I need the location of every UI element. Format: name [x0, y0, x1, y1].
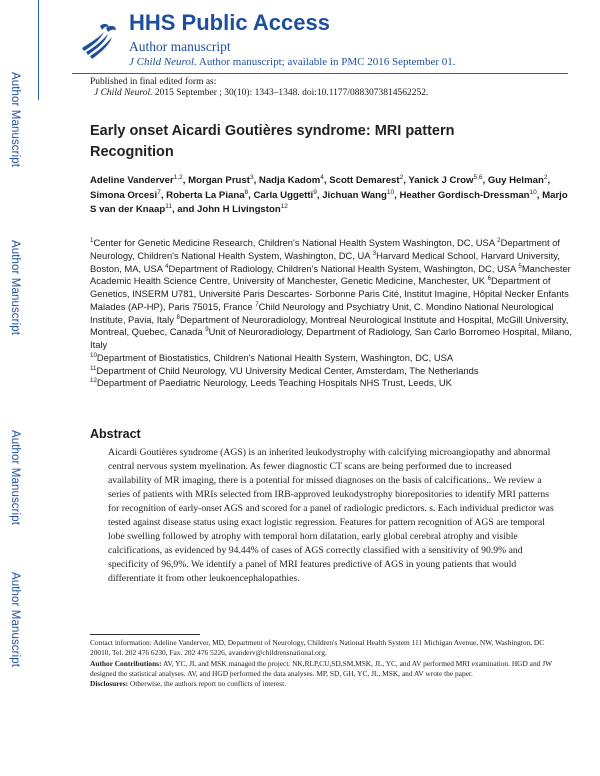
author-affiliation-marker: 11 — [165, 202, 172, 210]
author-name: Simona Orcesi — [90, 189, 158, 201]
disclosures-label: Disclosures: — [90, 679, 129, 689]
abstract-text: Aicardi Goutières syndrome (AGS) is an inherited leukodystrophy with calcifying microangiopathy and abnormal central nervous system myelination. As fewer diagnostic CT scans are being performed due to increased availability of MR imaging, there is a potential for missed diagnoses on the basis of calcifications.. We review a series of patients with MRIs selected from IRB-approved leukodystrophy biorepositories to identify MRI patterns for recognition of early-onset AGS and scored for a panel of radiologic predictors. s. Each individual predictor was tested against disease status using exact logistic regression. Features for pattern recognition of AGS are temporal lobe swelling followed by atrophy with temporal horn dilatation, early global cerebral atrophy and visible calcifications, as evidenced by 94.44% of cases of AGS correctly classified with a sensitivity of 90.9% and specificity of 96,9%. We identify a panel of MRI features predictive of AGS in young patients that would differentiate it from other leukoencephalopathies. — [108, 447, 554, 584]
contact-information: Contact information: Adeline Vanderver, MD, Department of Neurology, Children's National Health System 111 Michigan Avenue, NW, Washington, DC 20010, Tel. 202 476 6230, Fax. 202 476 5226, avanderv@childrensnational.org. — [90, 638, 545, 658]
abstract-heading: Abstract — [90, 427, 141, 441]
author-affiliation-marker: 3 — [249, 173, 254, 181]
author-affiliation-marker: 8 — [244, 188, 249, 196]
author-name: Yanick J Crow — [408, 175, 474, 186]
author-name: Guy Helman — [487, 175, 544, 186]
author-affiliation-marker: 2 — [399, 173, 404, 181]
author-affiliation-marker: 10 — [386, 188, 395, 196]
author-affiliation-marker: 4 — [320, 173, 324, 181]
contributions-text: AV, YC, JL and MSK managed the project. NK,RLP,CU,SD,SM,MSK, JL, YC, and AV performed MRI examination. HGD and JW designed the statistical analyses. AV, and HGD performed the data analyses. MP, SD, GH, YC, JL, MSK, and AV wrote the paper. — [90, 658, 552, 678]
journal-availability — [129, 56, 456, 68]
author-affiliation-marker: 7 — [157, 188, 161, 196]
author-manuscript-side-label: Author Manuscript — [9, 72, 21, 168]
affiliation-text: Center for Genetic Medicine Research, Children's National Health System Washington, DC, USA — [93, 237, 495, 248]
citation — [94, 88, 428, 98]
author-name: Carla Uggetti — [253, 189, 314, 201]
author-affiliation-marker: 10 — [529, 188, 537, 196]
author-name: John H Livingston — [197, 204, 281, 215]
affiliation-marker: 5 — [518, 262, 522, 270]
author-name: Jichuan Wang — [322, 189, 387, 201]
citation-details: 2015 September ; 30(10): 1343–1348. doi:10.1177/0883073814562252. — [152, 88, 429, 98]
side-divider — [38, 0, 39, 100]
article-title: Early onset Aicardi Goutières syndrome: MRI pattern Recognition — [90, 123, 455, 160]
published-note: Published in final edited form as: — [90, 77, 217, 87]
affiliation-marker: 11 — [90, 364, 97, 372]
citation-journal: J Child Neurol. — [94, 88, 153, 98]
affiliation-marker: 2 — [497, 236, 501, 244]
author-affiliation-marker: 2 — [543, 173, 548, 181]
affiliation-text: Harvard Medical School, Harvard University, Boston, MA, USA — [90, 249, 560, 274]
disclosures-text: Otherwise, the authors report no conflicts of interest. — [128, 679, 287, 689]
author-affiliation-marker: 5,6 — [473, 173, 483, 181]
footnote-divider — [90, 634, 200, 635]
affiliation-text: Department of Radiology, Children's National Health System, Washington, DC, USA — [168, 262, 516, 274]
affiliation-text: Department of Biostatistics, Children's National Health System, Washington, DC, USA — [96, 351, 454, 363]
affiliation-marker: 9 — [205, 326, 209, 334]
author-affiliation-marker: 9 — [313, 188, 317, 196]
author-list: Adeline Vanderver$^{1,2}$, Morgan Prust$^3$, Nadja Kadom$^4$, Scott Demarest$^2$, Yanick J Crow$^{5,6}$, Guy Helman$^2$, Simona Orcesi$^7$, Roberta La Piana$^8$, Carla Uggetti$^9$, Jichuan Wang$^{10}$, Heather Gordisch-Dressman$^{10}$, Marjo S van der Knaap$^{11}$, and John H Livingston$^{12}$ — [90, 173, 568, 215]
author-contributions — [90, 659, 565, 680]
affiliation-marker: 3 — [372, 249, 377, 257]
author-affiliation-marker: 12 — [280, 202, 288, 210]
contributions-label: Author Contributions: — [90, 658, 162, 668]
footnotes — [90, 638, 565, 689]
affiliation-text: Manchester Academic Health Science Centre, University of Manchester, Genetic Medicine, Manchester, UK — [90, 262, 571, 287]
affiliation-marker: 7 — [255, 300, 259, 308]
header-divider — [72, 73, 568, 74]
affiliation-marker: 12 — [90, 377, 97, 385]
affiliation-text: Unit of Neuroradiology, Department of Radiology, San Carlo Borromeo Hospital, Milano, Italy — [90, 326, 573, 350]
affiliation-marker: 4 — [165, 262, 169, 270]
affiliations — [90, 237, 578, 390]
author-manuscript-side-label: Author Manuscript — [9, 240, 21, 336]
affiliation-text: Department of Neuroradiology, Montreal Neurological Institute and Hospital, McGill University, Montreal, Quebec, Canada — [90, 313, 569, 338]
author-manuscript-subtitle: Author manuscript — [129, 39, 231, 54]
affiliation-marker: 8 — [176, 313, 180, 321]
author-manuscript-side-label: Author Manuscript — [9, 572, 21, 668]
author-name: Marjo S van der Knaap — [90, 189, 568, 215]
author-name: Roberta La Piana — [166, 189, 245, 201]
hhs-eagle-logo-icon — [78, 18, 120, 62]
author-name: Adeline Vanderver — [90, 175, 174, 186]
disclosures — [90, 679, 565, 689]
author-affiliation-marker: 1,2 — [173, 173, 183, 181]
author-name: Scott Demarest — [329, 175, 400, 186]
affiliation-text: Department of Neurology, Children's National Health System, Washington, DC, UA — [90, 237, 561, 261]
author-name: Heather Gordisch-Dressman — [399, 189, 530, 201]
hhs-public-access-title: HHS Public Access — [129, 10, 330, 35]
affiliation-text: Department of Paediatric Neurology, Leeds Teaching Hospitals NHS Trust, Leeds, UK — [96, 377, 452, 389]
affiliation-marker: 1 — [90, 236, 94, 244]
affiliation-text: Department of Genetics, INSERM U781, Université Paris Descartes- Sorbonne Paris Cité, Institut Imagine, Hôpital Necker Enfants Malades (AP-HP), Paris 75015, France — [90, 275, 569, 312]
author-name: Nadja Kadom — [258, 175, 321, 186]
author-name: Morgan Prust — [188, 175, 250, 186]
affiliation-text: Department of Child Neurology, VU University Medical Center, Amsterdam, The Netherlands — [96, 364, 479, 376]
affiliation-marker: 10 — [90, 351, 97, 359]
author-manuscript-side-label: Author Manuscript — [9, 430, 21, 526]
journal-name: J Child Neurol. — [129, 56, 197, 68]
affiliation-text: Child Neurology and Psychiatry Unit, C. Mondino National Neurological Institute, Pavia, Italy — [90, 300, 554, 325]
availability-text: Author manuscript; available in PMC 2016 September 01. — [196, 56, 456, 68]
affiliation-marker: 6 — [487, 275, 492, 283]
